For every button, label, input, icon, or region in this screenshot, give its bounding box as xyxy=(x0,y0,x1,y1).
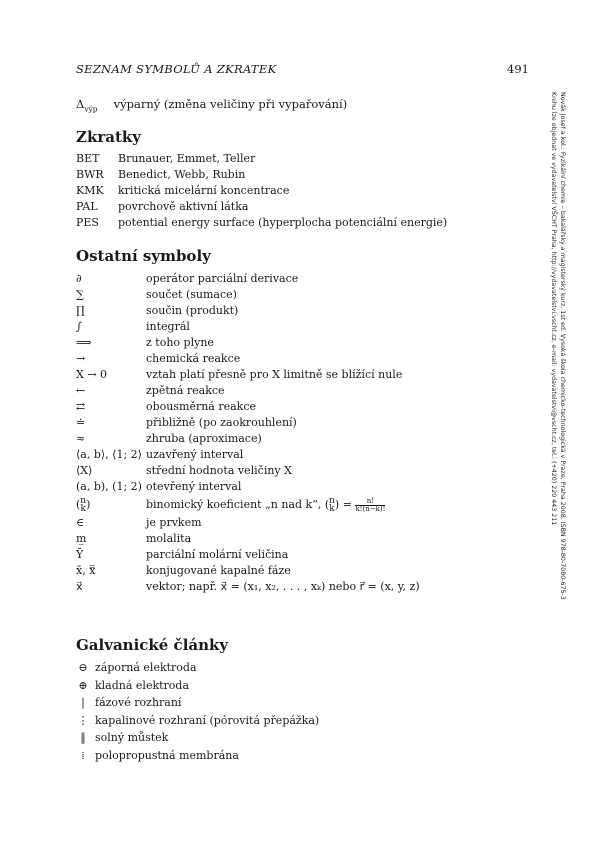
galvanic-row xyxy=(76,713,476,731)
abbreviation-row xyxy=(76,183,447,199)
abbreviation-code: BET xyxy=(76,152,100,165)
symbol: ← xyxy=(76,384,86,397)
galvanic-symbol: ⁞ xyxy=(81,748,85,762)
binom-bottom: k xyxy=(80,504,86,514)
galvanic-symbol: ‖ xyxy=(80,731,86,744)
symbol: ∂ xyxy=(76,272,82,285)
galvanic-heading: Galvanické články xyxy=(76,636,229,654)
paren-left: ( xyxy=(324,498,330,511)
symbol-meaning xyxy=(146,495,385,515)
symbol-meaning: chemická reakce xyxy=(146,352,241,365)
symbol: Ȳ xyxy=(76,548,84,561)
galvanic-meaning: solný můstek xyxy=(95,731,169,744)
symbol-meaning: obousměrná reakce xyxy=(146,400,257,413)
galvanic-row xyxy=(76,730,476,748)
symbol-row xyxy=(76,367,536,383)
galvanic-meaning: fázové rozhraní xyxy=(95,696,182,709)
galvanic-symbol: | xyxy=(81,696,85,709)
symbol-meaning: je prvkem xyxy=(146,516,202,529)
abbreviations-list xyxy=(76,151,447,231)
symbol-row xyxy=(76,303,536,319)
binomial-text: binomický koeficient „n nad k“, xyxy=(146,498,325,511)
symbol: ∫ xyxy=(76,320,82,333)
abbreviation-row xyxy=(76,215,447,231)
galvanic-symbol: ⋮ xyxy=(77,713,89,727)
galvanic-row xyxy=(76,748,476,766)
symbol-meaning: vztah platí přesně pro X limitně se blížící nule xyxy=(146,368,403,381)
symbol-row xyxy=(76,463,536,479)
binom-top: n xyxy=(329,496,335,506)
symbol-row xyxy=(76,515,536,531)
symbol-row xyxy=(76,563,536,579)
binom-bottom: k xyxy=(329,504,335,514)
abbreviation-row xyxy=(76,151,447,167)
symbol-meaning: konjugované kapalné fáze xyxy=(146,564,291,577)
symbol: x⃗ xyxy=(76,580,83,593)
symbol-meaning: zpětná reakce xyxy=(146,384,225,397)
symbol: ⟹ xyxy=(76,336,92,349)
symbol: ⟨a, b⟩, ⟨1; 2⟩ xyxy=(76,448,142,461)
symbol-row xyxy=(76,547,536,563)
symbol-row xyxy=(76,319,536,335)
galvanic-meaning: záporná elektroda xyxy=(95,661,197,674)
symbol-meaning: střední hodnota veličiny X xyxy=(146,464,292,477)
other-symbols-heading: Ostatní symboly xyxy=(76,247,211,265)
fraction xyxy=(355,498,385,513)
paren-right: ) xyxy=(86,498,91,511)
side-citation xyxy=(549,92,566,682)
galvanic-list xyxy=(76,660,476,765)
page-number: 491 xyxy=(507,62,529,76)
symbol-meaning: parciální molární veličina xyxy=(146,548,289,561)
symbol: ≐ xyxy=(76,416,86,429)
symbol: → xyxy=(76,352,86,365)
symbol-meaning: otevřený interval xyxy=(146,480,242,493)
symbol-row xyxy=(76,431,536,447)
abbreviations-heading: Zkratky xyxy=(76,128,142,146)
symbol: x̄, x̿ xyxy=(76,564,96,577)
abbreviation-meaning: Brunauer, Emmet, Teller xyxy=(118,152,256,165)
abbreviation-meaning: Benedict, Webb, Rubin xyxy=(118,168,246,181)
abbreviation-meaning: kritická micelární koncentrace xyxy=(118,184,290,197)
abbreviation-row xyxy=(76,199,447,215)
symbol-meaning: zhruba (aproximace) xyxy=(146,432,262,445)
symbol: ≈ xyxy=(76,432,86,445)
galvanic-meaning: kapalinové rozhraní (pórovitá přepážka) xyxy=(95,713,320,727)
delta-symbol: $\Delta_{výp}$ xyxy=(76,97,98,114)
fraction-numerator: n! xyxy=(355,498,385,506)
symbol-meaning: uzavřený interval xyxy=(146,448,244,461)
symbol: ∈ xyxy=(76,516,85,529)
symbol-row xyxy=(76,335,536,351)
symbol: ⇄ xyxy=(76,400,86,413)
abbreviation-meaning: povrchově aktivní látka xyxy=(118,200,249,213)
symbol: ∑ xyxy=(76,288,84,301)
galvanic-symbol: ⊖ xyxy=(78,661,88,674)
symbol-row xyxy=(76,415,536,431)
galvanic-symbol: ⊕ xyxy=(78,678,88,692)
paren-left: ( xyxy=(76,498,81,511)
symbol-row xyxy=(76,579,536,595)
galvanic-row xyxy=(76,678,476,696)
symbol-meaning: integrál xyxy=(146,320,190,333)
symbol-row xyxy=(76,287,536,303)
symbol-row xyxy=(76,399,536,415)
symbol-meaning: molalita xyxy=(146,532,192,545)
running-title: SEZNAM SYMBOLŮ A ZKRATEK xyxy=(76,62,277,76)
abbreviation-code: KMK xyxy=(76,184,104,197)
equals-sign: = xyxy=(339,498,356,511)
symbol-row xyxy=(76,447,536,463)
symbol-meaning: z toho plyne xyxy=(146,336,214,349)
binomial-symbol xyxy=(76,495,90,515)
symbol-row xyxy=(76,271,536,287)
delta-entry xyxy=(76,97,347,113)
galvanic-row xyxy=(76,695,476,713)
symbol: X → 0 xyxy=(76,368,108,381)
symbol: m̲ xyxy=(76,532,87,545)
abbreviation-meaning: potential energy surface (hyperplocha potenciální energie) xyxy=(118,216,448,229)
abbreviation-code: PAL xyxy=(76,200,98,213)
delta-description: výparný (změna veličiny při vypařování) xyxy=(113,97,348,111)
symbol: (a, b), (1; 2) xyxy=(76,480,142,493)
other-symbols-list xyxy=(76,271,536,595)
galvanic-meaning: polopropustná membrána xyxy=(95,748,239,762)
symbol-row xyxy=(76,383,536,399)
symbol-meaning: součin (produkt) xyxy=(146,304,239,317)
symbol-meaning: přibližně (po zaokrouhlení) xyxy=(146,416,297,429)
symbol-row xyxy=(76,531,536,547)
symbol-row xyxy=(76,479,536,495)
symbol: ⟨X⟩ xyxy=(76,464,93,477)
side-citation-line-1: Novák Josef a kol.: Fyzikální chemie – bakalářský a magisterský kurz. 1st ed. Vysoká škola chemicko-technologická v Praze, Praha 2008. ISBN 978-80-7080-675-3 xyxy=(559,92,566,600)
binom-top: n xyxy=(80,496,87,506)
symbol-meaning: vektor; např. x⃗ = (x₁, x₂, . . . , xₖ) nebo r⃗ = (x, y, z) xyxy=(146,580,420,593)
paren-right: ) xyxy=(334,498,340,511)
symbol-meaning: součet (sumace) xyxy=(146,288,237,301)
symbol-row xyxy=(76,495,536,515)
abbreviation-code: BWR xyxy=(76,168,104,181)
symbol-meaning: operátor parciální derivace xyxy=(146,272,299,285)
abbreviation-row xyxy=(76,167,447,183)
fraction-denominator: k!(n−k)! xyxy=(355,504,386,513)
galvanic-meaning: kladná elektroda xyxy=(95,678,190,692)
symbol-row xyxy=(76,351,536,367)
abbreviation-code: PES xyxy=(76,216,99,229)
side-citation-line-2: Knihu lze objednat ve vydavatelství VŠCHT Praha, http://vydavatelstvi.vscht.cz, e-mail: vydavatelstvi@vscht.cz, tel.: (+420) 220 443 211 xyxy=(550,92,558,526)
galvanic-row xyxy=(76,660,476,678)
symbol: ∏ xyxy=(76,304,85,317)
